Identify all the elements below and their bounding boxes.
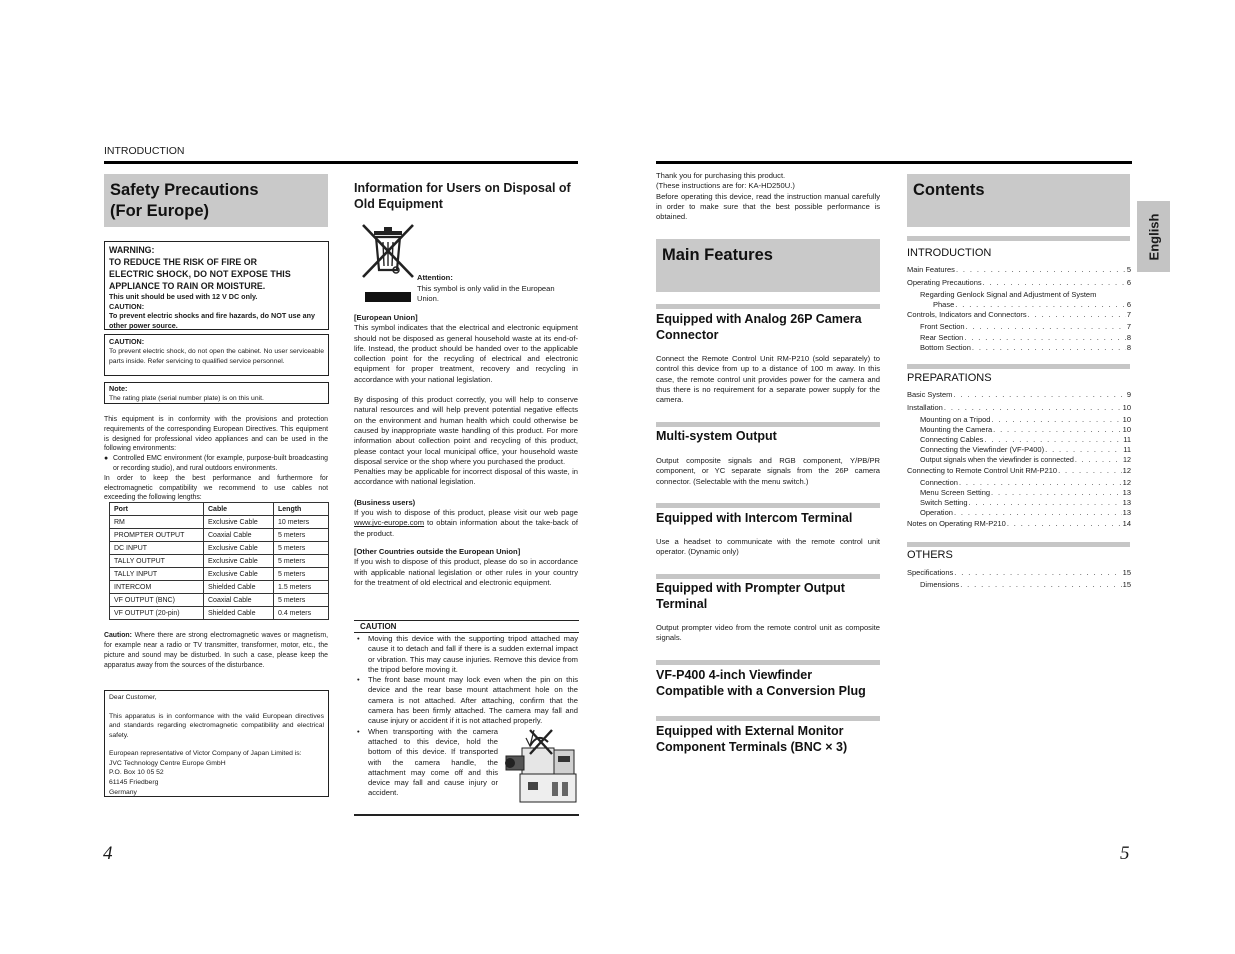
toc-entry-page: 9 [1126,390,1131,399]
toc-entry[interactable] [907,466,1131,476]
toc-entry[interactable] [907,390,1131,400]
toc-entry[interactable] [920,508,1131,518]
table-cell: 1.5 meters [274,581,329,594]
toc-bar [907,542,1130,547]
table-cell: 5 meters [274,568,329,581]
toc-entry[interactable] [920,580,1131,590]
note-box [104,382,329,404]
toc-entry-label: Mounting on a Tripod [920,415,991,424]
toc-entry-page: 10 [1122,415,1131,424]
business-text-end: to obtain information about the take-back of the product. [354,518,578,538]
feature-text-intercom: Use a headset to communicate with the remote control unit operator. (Dynamic only) [656,537,880,557]
toc-entry-label: Output signals when the viewfinder is connected [920,455,1074,464]
toc-heading-introduction: INTRODUCTION [907,247,992,259]
caution-label: CAUTION: [109,337,145,346]
caution-rule-top [354,620,579,621]
disposal-bottom-rule [354,814,579,816]
feature-bar [656,503,880,508]
warning-line5: This unit should be used with 12 V DC only. [109,292,258,301]
intro-model: (These instructions are for: KA-HD250U.) [656,181,795,191]
toc-heading-preparations: PREPARATIONS [907,372,992,384]
table-row [110,516,329,529]
feature-bar [656,304,880,309]
toc-entry-label: Connection [920,478,958,487]
toc-entry-page: 15 [1122,580,1131,589]
caution-heading: CAUTION [360,622,397,631]
table-row [110,555,329,568]
feature-bar [656,716,880,721]
toc-entry-label: Front Section [920,322,965,331]
table-cell: VF OUTPUT (BNC) [110,594,204,607]
table-header: Port [110,503,204,516]
feature-title-viewfinder: VF-P400 4-inch Viewfinder Compatible with a Conversion Plug [656,668,866,698]
emi-caution-label: Caution: [104,632,132,639]
business-heading: (Business users) [354,497,416,507]
warning-label: WARNING: [109,245,155,255]
emc-cable-note: In order to keep the best performance and furthermore for electromagnetic compatibility we recommend to use cables not exceeding the following lengths: [104,474,328,502]
feature-text-prompter: Output prompter video from the remote control unit as composite signals. [656,623,880,643]
caution-rule-mid [354,632,579,633]
toc-entry[interactable] [907,265,1131,275]
table-cell: VF OUTPUT (20-pin) [110,607,204,620]
eu-heading: [European Union] [354,313,418,322]
warning-box [104,241,329,330]
toc-entry-page: 7 [1126,310,1131,319]
customer-greeting: Dear Customer, [109,694,157,701]
customer-box [104,690,329,797]
toc-entry-label: Mounting the Camera [920,425,993,434]
emc-intro: This equipment is in conformity with the provisions and protection requirements of the corresponding European Directives. This equipment is designed for professional video appliances and can be used in the following environments: [104,416,328,453]
toc-entry-page: 6 [1126,300,1131,309]
attention-label: Attention: [417,273,453,282]
feature-text-multisystem: Output composite signals and RGB component, Y/PB/PR component, or YC separate signals from the 26P camera connector. (Selectable with the menu switch.) [656,456,880,486]
page-number-right: 5 [1120,843,1130,864]
table-cell: Shielded Cable [204,607,274,620]
toc-entry-label: Switch Setting [920,498,968,507]
toc-entry-page: 12 [1123,455,1131,464]
toc-entry[interactable] [920,435,1131,445]
toc-entry[interactable] [920,290,1131,300]
customer-rep: European representative of Victor Company of Japan Limited is: [109,749,302,757]
warning-line7: To prevent electric shocks and fire hazards, do NOT use any other power source. [109,311,315,330]
intro-read: Before operating this device, read the instruction manual carefully in order to make sure that the best possible performance is obtained. [656,191,880,222]
feature-title-analog: Equipped with Analog 26P Camera Connector [656,312,862,342]
toc-entry-page: 15 [1122,568,1131,577]
toc-entry[interactable] [920,343,1131,353]
feature-title-multisystem: Multi-system Output [656,429,777,443]
camera-transport-illustration [500,728,580,810]
business-text: If you wish to dispose of this product, please visit our web page [354,508,578,518]
toc-entry-label: Operation [920,508,953,517]
list-item: • The front base mount may lock even when the pin on this device and the rear base mount attachment hole on the camera is not attached. After attaching, confirm that the camera has been firmly attached. The camera may fall and cause injury or accident if it is not attached properly. [354,675,578,726]
toc-entry-label: Specifications [907,568,954,577]
toc-entry[interactable] [907,403,1131,413]
table-cell: Coaxial Cable [204,594,274,607]
toc-entry-page: 11 [1123,445,1131,454]
toc-entry[interactable] [920,425,1131,435]
toc-entry-label: Rear Section [920,333,964,342]
table-cell: TALLY INPUT [110,568,204,581]
toc-entry-label: Notes on Operating RM-P210 [907,519,1006,528]
toc-entry[interactable] [907,519,1131,529]
contents-title-box [907,174,1130,227]
emc-bullet: Controlled EMC environment (for example, purpose-built broadcasting or recording studio), and rural outdoors environments. [113,455,328,472]
table-cell: Shielded Cable [204,581,274,594]
table-row [110,581,329,594]
caution-text: To prevent electric shock, do not open the cabinet. No user serviceable parts inside. Refer servicing to qualified service personnel. [109,348,324,365]
toc-entry[interactable] [920,322,1131,332]
table-row [110,568,329,581]
toc-entry-label: Installation [907,403,943,412]
safety-title-box [104,174,328,227]
toc-entry[interactable] [907,278,1131,288]
emi-caution-text: Where there are strong electromagnetic waves or magnetism, for example near a radio or TV transmitter, transformer, motor, etc., the picture and sound may be disturbed. In such a case, please keep the apparatus away from the sources of the disturbance. [104,632,328,669]
other-countries-heading: [Other Countries outside the European Union] [354,546,521,556]
toc-entry[interactable] [920,455,1131,465]
eu-text-3: Penalties may be applicable for incorrect disposal of this waste, in accordance with national legislation. [354,467,578,487]
eu-text-2: By disposing of this product correctly, you will help to conserve natural resources and will help prevent potential negative effects on the environment and human health which could otherwise be caused by inappropriate waste handling of this product. For more information about collection point and recycling of this product, please contact your local municipal office, your household waste disposal service or the shop where you purchased the product. [354,395,578,466]
top-rule-left [104,161,578,164]
table-cell: INTERCOM [110,581,204,594]
toc-entry-page: 8 [1126,343,1131,352]
table-cell: 10 meters [274,516,329,529]
toc-entry-label: Menu Screen Setting [920,488,991,497]
table-row [110,607,329,620]
intro-thanks: Thank you for purchasing this product. [656,171,786,180]
main-features-title-box [656,239,880,292]
page-number-left: 4 [103,843,113,864]
toc-entry-label: Bottom Section [920,343,971,352]
toc-entry-label: Controls, Indicators and Connectors [907,310,1027,319]
table-cell: 5 meters [274,529,329,542]
table-cell: RM [110,516,204,529]
toc-entry-page: 10 [1122,425,1131,434]
toc-entry[interactable] [920,445,1131,455]
safety-title-line1: Safety Precautions [110,181,259,199]
toc-entry-page: 13 [1122,498,1131,507]
table-cell: 0.4 meters [274,607,329,620]
toc-entry[interactable] [933,300,1131,310]
table-cell: 5 meters [274,542,329,555]
table-cell: DC INPUT [110,542,204,555]
english-tab-label: English [1146,213,1161,260]
feature-bar [656,574,880,579]
feature-title-monitor: Equipped with External Monitor Component Terminals (BNC × 3) [656,724,848,754]
table-header: Length [274,503,329,516]
toc-entry[interactable] [920,498,1131,508]
warning-line3: ELECTRIC SHOCK, DO NOT EXPOSE THIS [109,269,291,279]
feature-title-prompter: Equipped with Prompter Output Terminal [656,581,845,611]
list-item: • When transporting with the camera attached to this device, hold the bottom of this device. If transported with the camera handle, the attachment may come off and this device may fall and cause injury or accident. [354,727,498,799]
table-cell: Exclusive Cable [204,542,274,555]
customer-pobox: P.O. Box 10 05 52 [109,769,164,777]
other-countries-text: If you wish to dispose of this product, please do so in accordance with applicable national legislation or other rules in your country for the treatment of old electrical and electronic equipment. [354,557,578,587]
cable-length-table [109,502,329,620]
attention-block [417,273,577,305]
table-header: Cable [204,503,274,516]
customer-company: JVC Technology Centre Europe GmbH [109,759,226,767]
intro-text [656,171,880,222]
disposal-body [354,313,578,588]
toc-entry-page: 13 [1122,508,1131,517]
caution-box [104,334,329,376]
toc-bar [907,364,1130,369]
toc-entry[interactable] [907,310,1131,320]
table-cell: PROMPTER OUTPUT [110,529,204,542]
toc-entry[interactable] [920,415,1131,425]
attention-text: This symbol is only valid in the European Union. [417,283,555,303]
table-cell: Exclusive Cable [204,516,274,529]
toc-entry-label: Dimensions [920,580,960,589]
toc-entry[interactable] [920,478,1131,488]
emi-caution [104,631,328,671]
warning-line4: APPLIANCE TO RAIN OR MOISTURE. [109,281,266,291]
table-row [110,529,329,542]
note-label: Note: [109,384,128,393]
toc-entry-label: Regarding Genlock Signal and Adjustment of System [920,290,1097,299]
toc-entry[interactable] [920,488,1131,498]
table-row [110,594,329,607]
toc-entry-page: 8 [1126,333,1131,342]
table-cell: Exclusive Cable [204,568,274,581]
toc-entry-label: Connecting the Viewfinder (VF-P400) [920,445,1045,454]
section-header: INTRODUCTION [104,145,185,157]
toc-entry-label: Operating Precautions [907,278,982,287]
top-rule-right [656,161,1132,164]
table-cell: 5 meters [274,555,329,568]
toc-entry-page: 14 [1122,519,1131,528]
bullet-dot-icon: ● [104,455,109,463]
disposal-title: Information for Users on Disposal of Old Equipment [354,181,571,211]
warning-line6: CAUTION: [109,301,145,311]
feature-bar [656,422,880,427]
customer-conformance: This apparatus is in conformance with the valid European directives and standards regarding electromagnetic compatibility and electrical safety. [109,712,324,740]
toc-entry-page: 11 [1123,435,1131,444]
table-cell: TALLY OUTPUT [110,555,204,568]
customer-city: 61145 Friedberg [109,778,159,786]
toc-heading-others: OTHERS [907,549,953,561]
toc-bar [907,236,1130,241]
toc-entry[interactable] [920,333,1131,343]
contents-title: Contents [913,181,985,199]
list-item: • Moving this device with the supporting tripod attached may cause it to detach and fall if there is a sudden external impact or vibration. This may cause injuries. Remove this device from the tripod before moving it. [354,634,578,675]
note-text: The rating plate (serial number plate) is on this unit. [109,394,264,402]
toc-entry-page: 12 [1122,466,1131,475]
emc-paragraph [104,415,328,503]
table-cell: 5 meters [274,594,329,607]
toc-entry-label: Phase [933,300,955,309]
eu-text: This symbol indicates that the electrical and electronic equipment should not be disposed as general household waste at its end-of-life. Instead, the product should be handed over to the applicable collection point for the recycling of electrical and electronic equipment for proper treatment, recovery and recycling in accordance with your national legislation. [354,323,578,384]
jvc-europe-link[interactable]: www.jvc-europe.com [354,518,425,528]
table-cell: Coaxial Cable [204,529,274,542]
toc-entry-label: Main Features [907,265,955,274]
toc-entry-page: 13 [1122,488,1131,497]
toc-entry-page: 10 [1122,403,1131,412]
warning-line2: TO REDUCE THE RISK OF FIRE OR [109,257,257,267]
weee-bin-icon [360,222,416,302]
toc-entry-page: 12 [1122,478,1131,487]
toc-entry-page: 7 [1126,322,1131,331]
feature-text-analog: Connect the Remote Control Unit RM-P210 (sold separately) to control this device from up to a distance of 100 m away. In this case, the remote control unit provides power for the camera and thus there is no requirement for a separate power supply for the camera. [656,354,880,405]
toc-entry-label: Connecting to Remote Control Unit RM-P210 [907,466,1058,475]
main-features-title: Main Features [662,246,773,264]
toc-entry-page: 5 [1126,265,1131,274]
safety-title-line2: (For Europe) [110,202,209,220]
customer-country: Germany [109,788,137,796]
table-row [110,542,329,555]
toc-entry-label: Connecting Cables [920,435,984,444]
table-cell: Exclusive Cable [204,555,274,568]
feature-title-intercom: Equipped with Intercom Terminal [656,511,853,525]
feature-bar [656,660,880,665]
english-language-tab [1137,201,1170,272]
table-header-row [110,503,329,516]
toc-entry-page: 6 [1126,278,1131,287]
toc-entry[interactable] [907,568,1131,578]
toc-entry-label: Basic System [907,390,953,399]
